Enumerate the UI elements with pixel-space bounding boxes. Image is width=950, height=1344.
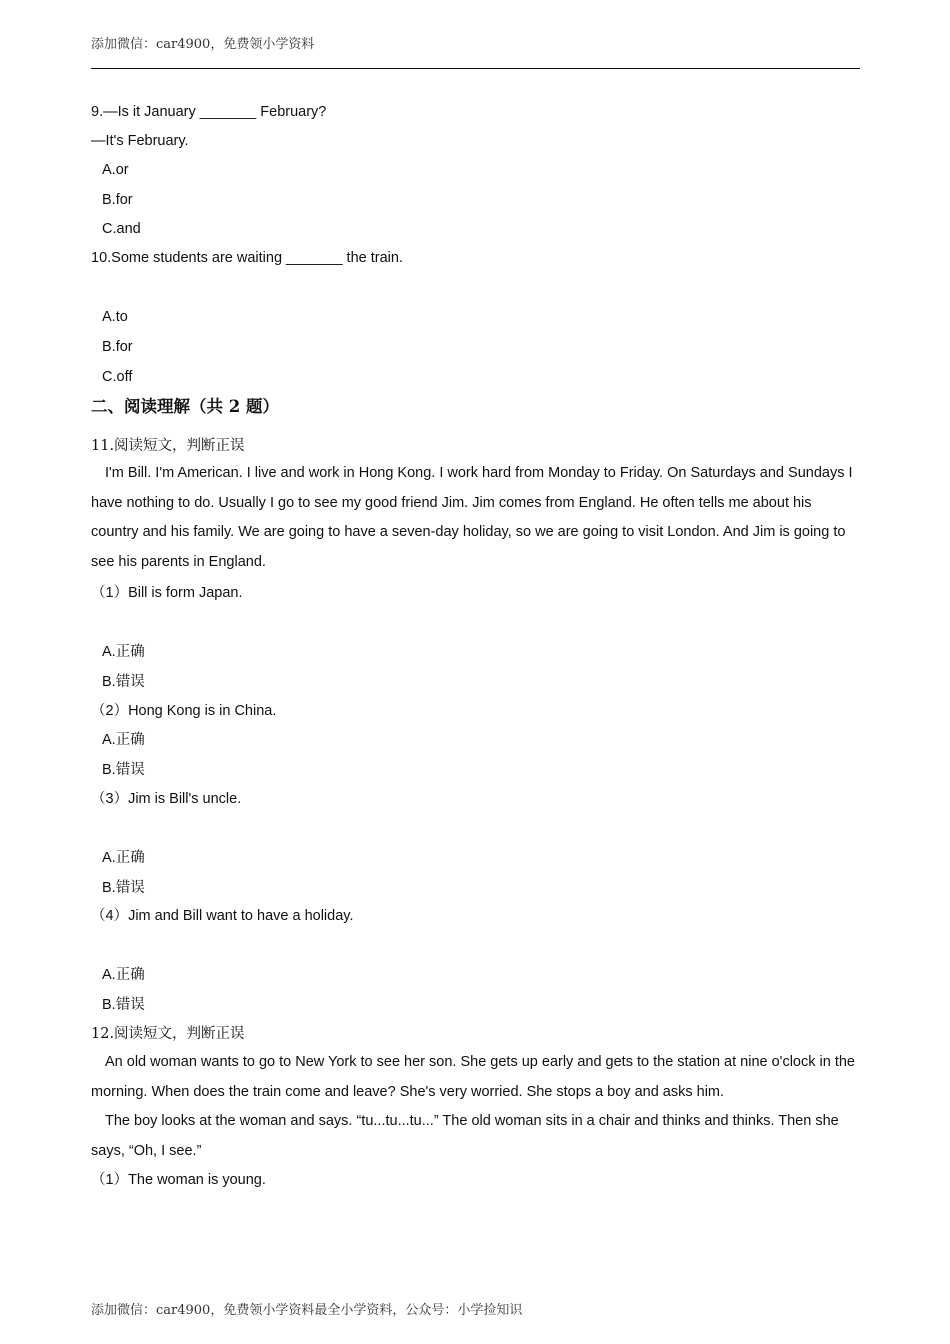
question-11-sub-2: （2）Hong Kong is in China. [91,703,277,719]
page-footer-note: 添加微信：car4900，免费领小学资料最全小学资料，公众号：小学捡知识 [91,1303,523,1318]
question-11-sub-1: （1）Bill is form Japan. [91,585,243,601]
question-11-stem: 11.阅读短文，判断正误 [91,438,245,454]
question-9-answer-line: —It's February. [91,133,189,149]
question-11-sub-4-option-b: B.错误 [102,997,145,1013]
question-11-sub-1-option-b: B.错误 [102,674,145,690]
question-9-option-a: A.or [102,162,129,178]
question-12-passage-2: The boy looks at the woman and says. “tu...tu...tu...” The old woman sits in a chair and thinks and thinks. Then she says, “Oh, I see.” [91,1113,839,1159]
question-12-stem: 12.阅读短文，判断正误 [91,1026,245,1042]
question-11-sub-4-option-a: A.正确 [102,967,145,983]
question-12-sub-1: （1）The woman is young. [91,1172,266,1188]
question-11-sub-2-option-b: B.错误 [102,762,145,778]
question-10-option-a: A.to [102,309,128,325]
question-9-stem: 9.—Is it January _______ February? [91,104,327,120]
question-11-sub-3: （3）Jim is Bill's uncle. [91,791,242,807]
question-11-sub-2-option-a: A.正确 [102,732,145,748]
section-2-heading: 二、阅读理解（共 2 题） [91,397,279,416]
question-11-sub-1-option-a: A.正确 [102,644,145,660]
question-10-stem: 10.Some students are waiting _______ the train. [91,250,403,266]
question-10-option-b: B.for [102,339,133,355]
question-9-option-c: C.and [102,221,141,237]
question-12-passage-1: An old woman wants to go to New York to see her son. She gets up early and gets to the station at nine o'clock in the morning. When does the train come and leave? She's very worried. She stops a boy and asks him. [91,1054,855,1100]
question-11-sub-3-option-a: A.正确 [102,850,145,866]
question-11-passage: I'm Bill. I'm American. I live and work in Hong Kong. I work hard from Monday to Friday. On Saturdays and Sundays I have nothing to do. Usually I go to see my good friend Jim. Jim comes from England. He often tells me about his country and his family. We are going to have a seven-day holiday, so we are going to visit London. And Jim is going to see his parents in England. [91,465,853,571]
header-divider [91,68,860,69]
page-header-note: 添加微信：car4900，免费领小学资料 [91,37,315,52]
question-9-option-b: B.for [102,192,133,208]
question-11-sub-4: （4）Jim and Bill want to have a holiday. [91,908,354,924]
question-10-option-c: C.off [102,369,133,385]
question-11-sub-3-option-b: B.错误 [102,880,145,896]
